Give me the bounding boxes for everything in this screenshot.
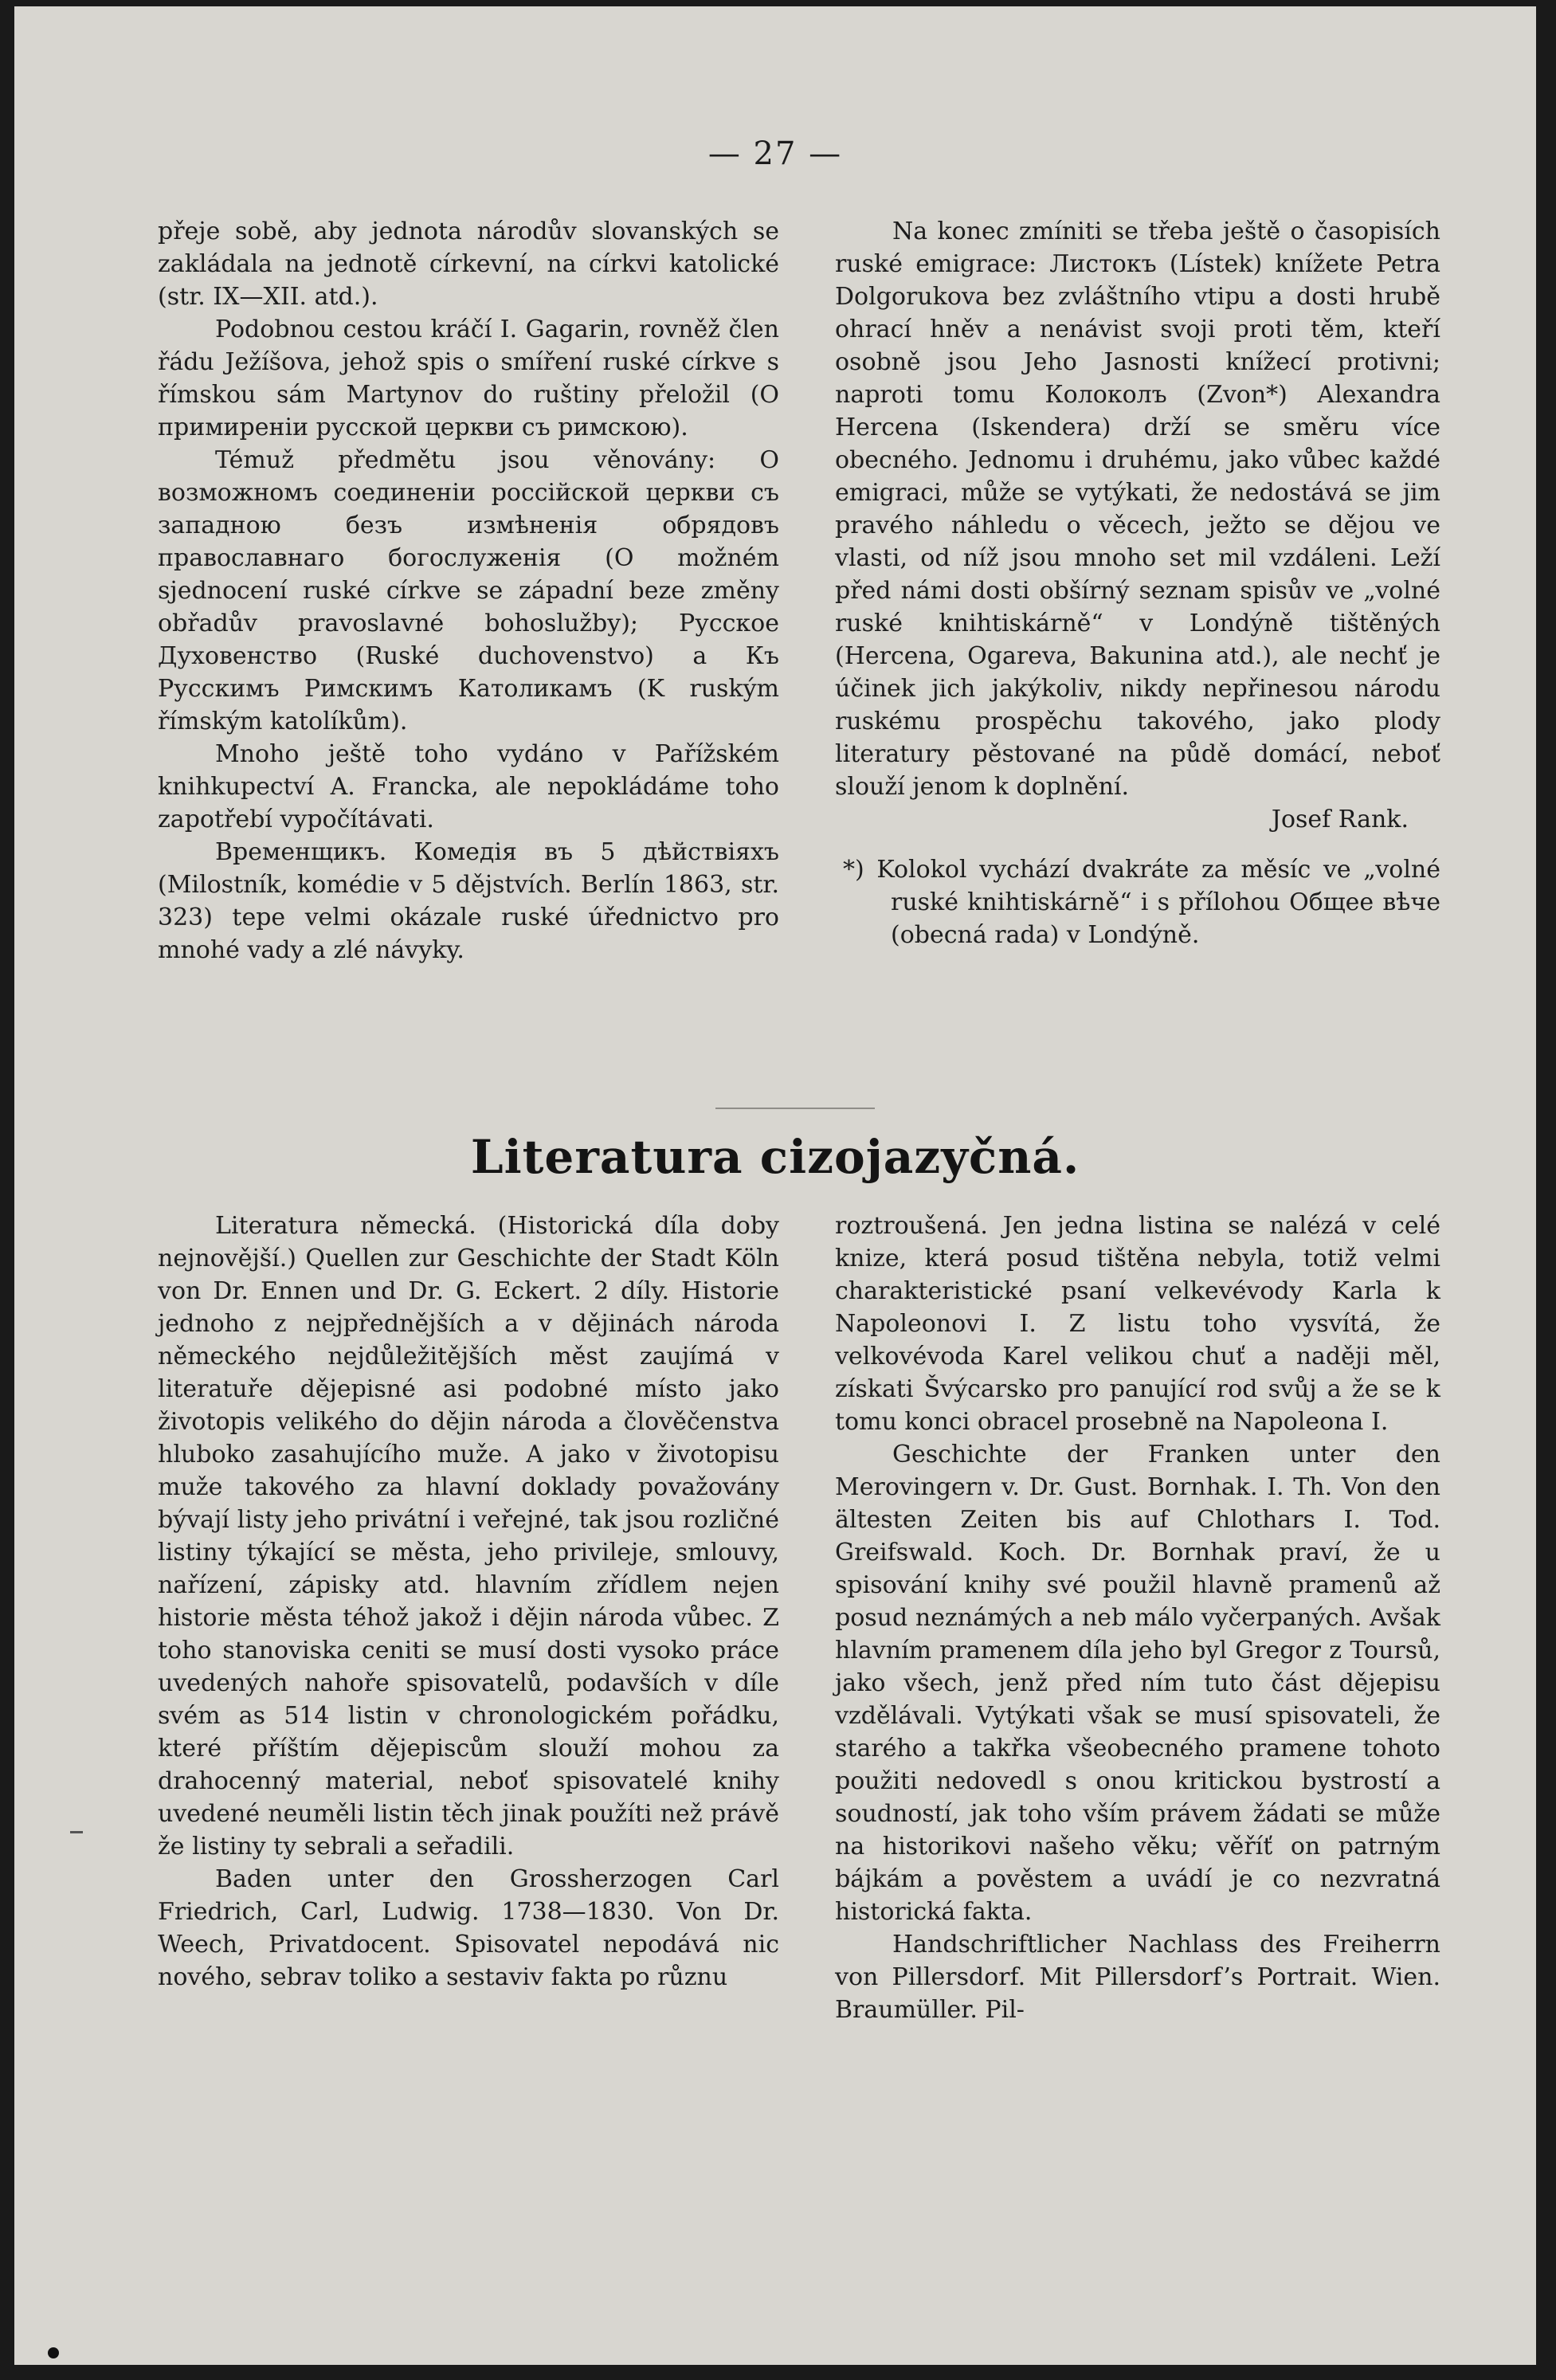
- section-title: Literatura cizojazyčná.: [470, 1130, 1080, 1184]
- paragraph: Временщикъ. Комедія въ 5 дѣйствіяхъ (Milostník, komédie v 5 dějstvích. Berlín 1863, str. 323) tepe velmi okázale ruské úřednictvo pro mnohé vady a zlé návyky.: [158, 838, 779, 964]
- footnote: *) Kolokol vychází dvakráte za měsíc ve „volné ruské knihtiskárně“ i s přílohou Общее вѣче (obecná rada) v Londýně.: [843, 856, 1440, 949]
- paragraph: přeje sobě, aby jednota národův slovanských se zakládala na jednotě církevní, na církvi katolické (str. IX—XII. atd.).: [158, 218, 779, 311]
- ink-spot: [48, 2347, 59, 2358]
- right-column-top: [835, 215, 1440, 951]
- left-column-bottom: [158, 1210, 779, 1994]
- author-signature: Josef Rank.: [1271, 806, 1409, 833]
- margin-mark: [70, 1831, 83, 1833]
- page-number: — 27 —: [707, 135, 843, 172]
- paragraph: Baden unter den Grossherzogen Carl Friedrich, Carl, Ludwig. 1738—1830. Von Dr. Weech, Privatdocent. Spisovatel nepodává nic nového, sebrav toliko a sestaviv fakta po různu: [158, 1865, 779, 1991]
- paragraph: Literatura německá. (Historická díla doby nejnovější.) Quellen zur Geschichte der Stadt Köln von Dr. Ennen und Dr. G. Eckert. 2 díly. Historie jednoho z nejpřednějších a v dějinách národa německého nejdůležitějších měst zaujímá v literatuře dějepisné asi podobné místo jako životopis velikého do dějin národa a člověčenstva hluboko zasahujícího muže. A jako v životopisu muže takového za hlavní doklady považovány bývají listy jeho privátní i veřejné, tak jsou rozličné listiny týkající se města, jeho privileje, smlouvy, nařízení, zápisky atd. hlavním zřídlem nejen historie města téhož jakož i dějin národa vůbec. Z toho stanoviska ceniti se musí dosti vysoko práce uvedených nahoře spisovatelů, podavších v díle svém as 514 listin v chronologickém pořádku, které příštím dějepiscům slouží mohou za drahocenný material, neboť spisovatelé knihy uvedené neuměli listin těch jinak použíti než právě že listiny ty sebrali a seřadili.: [158, 1212, 779, 1860]
- paragraph: Podobnou cestou kráčí I. Gagarin, rovněž člen řádu Ježíšova, jehož spis o smíření ruské církve s římskou sám Martynov do ruštiny přeložil (О примиреніи русской церкви съ римскою).: [158, 316, 779, 441]
- paragraph: roztroušená. Jen jedna listina se nalézá v celé knize, která posud tištěna nebyla, totiž velmi charakteristické psaní velkevévody Karla k Napoleonovi I. Z listu toho vysvítá, že velkovévoda Karel velikou chuť a naději měl, získati Švýcarsko pro panující rod svůj a že se k tomu konci obracel prosebně na Napoleona I.: [835, 1212, 1440, 1436]
- right-column-bottom: [835, 1210, 1440, 2026]
- left-column-top: [158, 215, 779, 967]
- book-page: [14, 6, 1536, 2365]
- paragraph: Na konec zmíniti se třeba ještě o časopisích ruské emigrace: Листокъ (Lístek) knížete Petra Dolgorukova bez zvláštního vtipu a dosti hrubě ohrací hněv a nenávist svoji proti těm, kteří osobně jsou Jeho Jasnosti knížecí protivni; naproti tomu Колоколъ (Zvon*) Alexandra Hercena (Iskendera) drží se směru více obecného. Jednomu i druhému, jako vůbec každé emigraci, může se vytýkati, že nedostává se jim pravého náhledu o věcech, ježto se dějou ve vlasti, od níž jsou mnoho set mil vzdáleni. Leží před námi dosti obšírný seznam spisův ve „volné ruské knihtiskárně“ v Londýně tištěných (Hercena, Ogareva, Bakunina atd.), ale nechť je účinek jich jakýkoliv, nikdy nepřinesou národu ruskému prospěchu takového, jako plody literatury pěstované na půdě domácí, neboť slouží jenom k doplnění.: [835, 218, 1440, 801]
- paragraph: Handschriftlicher Nachlass des Freiherrn von Pillersdorf. Mit Pillersdorf’s Portrait. Wien. Braumüller. Pil-: [835, 1931, 1440, 2024]
- paragraph: Geschichte der Franken unter den Merovingern v. Dr. Gust. Bornhak. I. Th. Von den ältesten Zeiten bis auf Chlothars I. Tod. Greifswald. Koch. Dr. Bornhak praví, že u spisování knihy své použil hlavně pramenů až posud neznámých a neb málo vyčerpaných. Avšak hlavním pramenem díla jeho byl Gregor z Toursů, jako všech, jenž před ním tuto část dějepisu vzdělávali. Vytýkati však se musí spisovateli, že starého a takřka všeobecného pramene tohoto použiti nedovedl s onou kritickou bystrostí a soudností, jak toho vším právem žádati se může na historikovi našeho věku; věříť on patrným bájkám a pověstem a uvádí je co nezvratná historická fakta.: [835, 1441, 1440, 1926]
- section-divider: [715, 1108, 875, 1109]
- paragraph: Témuž předmětu jsou věnovány: О возможномъ соединеніи россійской церкви съ западною безъ измѣненія обрядовъ православнаго богослуженія (O možném sjednocení ruské církve se západní beze změny obřadův pravoslavné bohoslužby); Русское Духовенство (Ruské duchovenstvo) a Къ Русскимъ Римскимъ Католикамъ (K ruským římským katolíkům).: [158, 446, 779, 735]
- paragraph: Mnoho ještě toho vydáno v Pařížském knihkupectví A. Francka, ale nepokládáme toho zapotřebí vypočítávati.: [158, 740, 779, 833]
